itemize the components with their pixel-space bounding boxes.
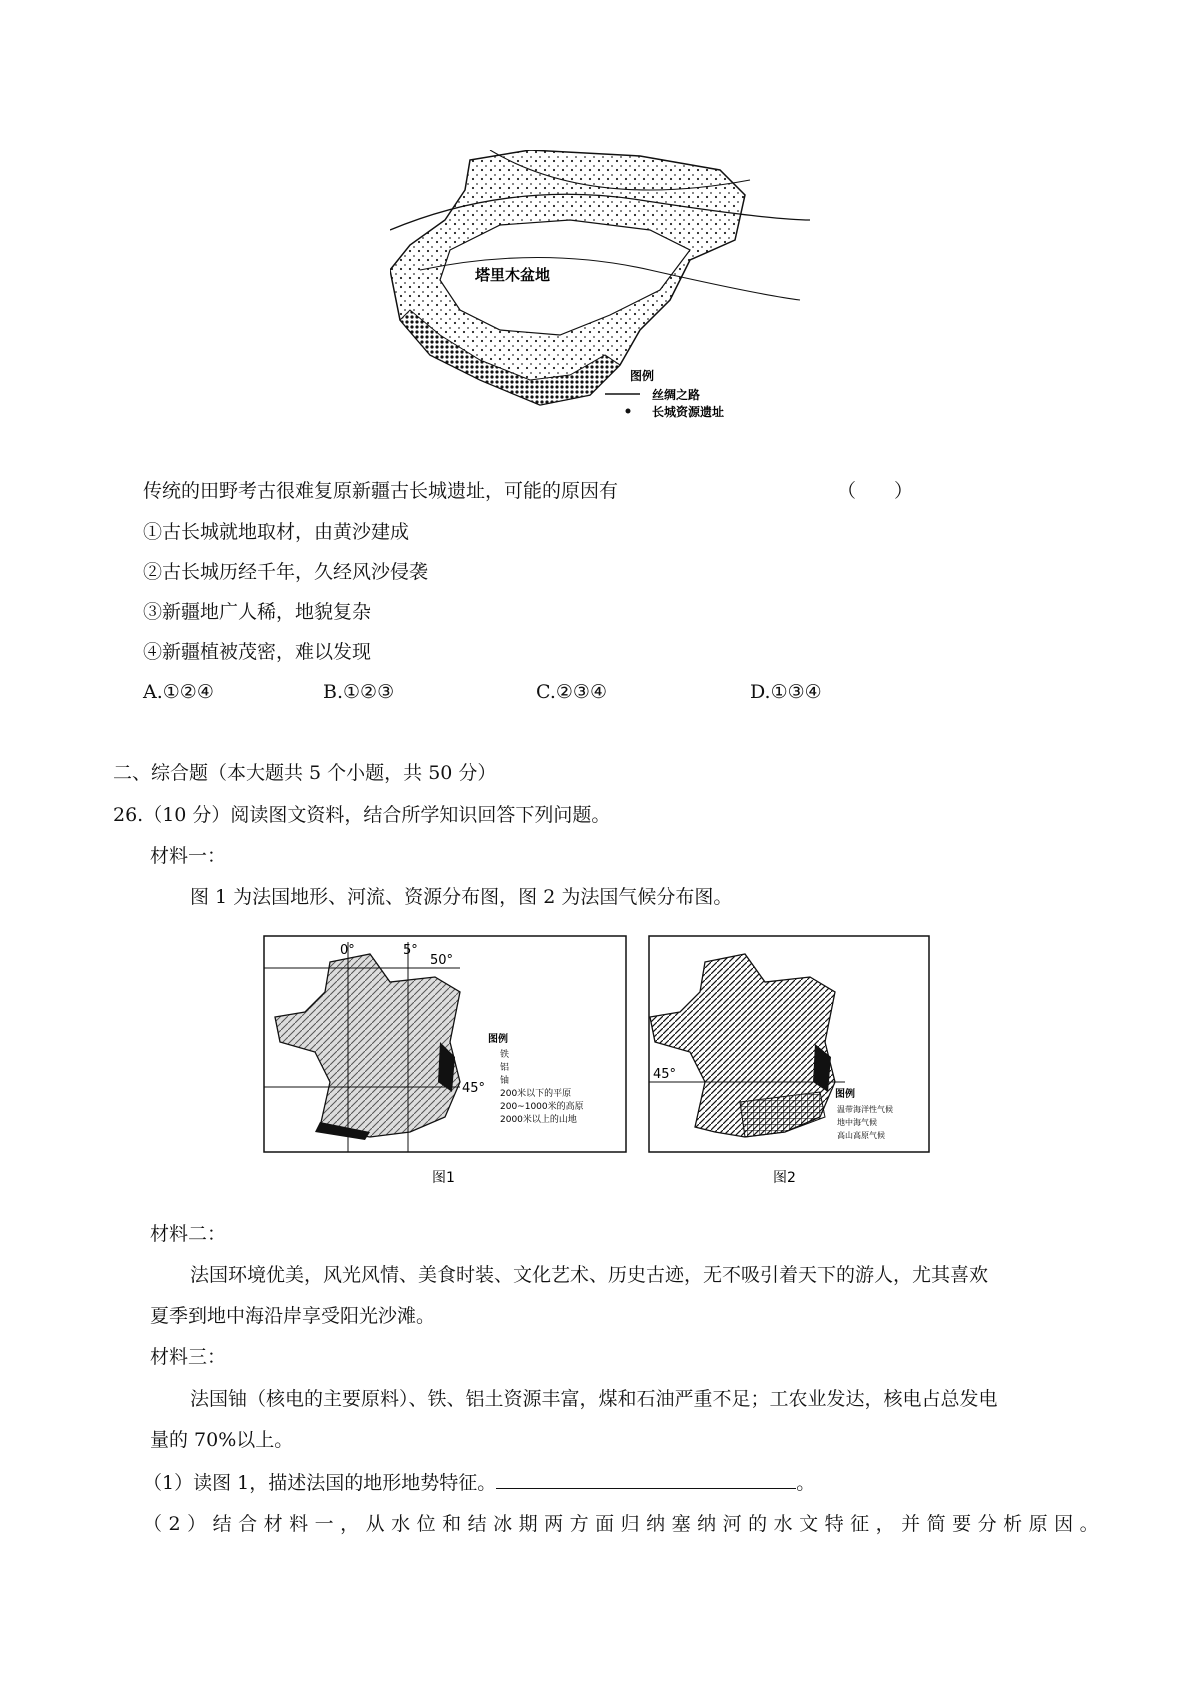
option-b: B.①②③ (323, 681, 395, 703)
fig2-legend-item: 地中海气候 (837, 1118, 877, 1127)
option-a: A.①②④ (143, 681, 214, 703)
legend-title: 图例 (630, 369, 655, 383)
figure-2-caption: 图2 (773, 1170, 796, 1186)
lon-label-0: 0° (340, 943, 355, 958)
material-2-text-line1: 法国环境优美，风光风情、美食时装、文化艺术、历史古迹，无不吸引着天下的游人，尤其喜欢 (190, 1264, 989, 1286)
option-c: C.②③④ (536, 681, 607, 703)
sub-question-1 (143, 1470, 815, 1495)
lat-label-50: 50° (430, 953, 454, 968)
fig1-legend-item: 铝 (500, 1063, 510, 1073)
material-1-label: 材料一： (150, 845, 227, 867)
fig2-legend-item: 高山高原气候 (837, 1131, 885, 1140)
statement-2: ②古长城历经千年，久经风沙侵袭 (143, 561, 429, 583)
option-d: D.①③④ (750, 681, 822, 703)
material-2-text-line2: 夏季到地中海沿岸享受阳光沙滩。 (150, 1305, 436, 1327)
figure-1-caption: 图1 (432, 1170, 455, 1186)
question-26-stem: 26.（10 分）阅读图文资料，结合所学知识回答下列问题。 (113, 804, 611, 826)
material-2-label: 材料二： (150, 1223, 227, 1245)
answer-bracket: （ ） (837, 480, 914, 502)
fig1-legend-item: 铀 (500, 1076, 510, 1086)
tarim-map (390, 150, 810, 460)
lat-label-45: 45° (462, 1081, 486, 1096)
fig1-legend-item: 2000米以上的山地 (500, 1115, 577, 1125)
figure-2-climate-map (645, 932, 935, 1197)
fig2-legend-title: 图例 (835, 1089, 855, 1100)
material-3-text-line1: 法国铀（核电的主要原料）、铁、铝土资源丰富，煤和石油严重不足；工农业发达，核电占总发电 (190, 1388, 998, 1410)
figure-1-terrain-map (260, 932, 630, 1197)
legend-silk-road: 丝绸之路 (652, 388, 701, 402)
france-outline (275, 954, 460, 1137)
answer-blank[interactable] (496, 1470, 796, 1489)
statement-1: ①古长城就地取材，由黄沙建成 (143, 521, 410, 543)
fig2-legend-item: 温带海洋性气候 (837, 1105, 893, 1114)
sub-question-1-end: 。 (796, 1472, 816, 1494)
sub-question-2: （2）结合材料一，从水位和结冰期两方面归纳塞纳河的水文特征，并简要分析原因。 (143, 1513, 1106, 1535)
basin-label: 塔里木盆地 (475, 266, 551, 284)
fig1-legend-item: 铁 (500, 1050, 510, 1060)
material-1-text: 图 1 为法国地形、河流、资源分布图，图 2 为法国气候分布图。 (190, 886, 733, 908)
lat-label-45: 45° (653, 1067, 677, 1082)
legend-dot-symbol (626, 409, 631, 414)
sub-question-1-text: （1）读图 1，描述法国的地形地势特征。 (143, 1472, 497, 1494)
fig1-legend-item: 200米以下的平原 (500, 1089, 572, 1099)
section-heading: 二、综合题（本大题共 5 个小题，共 50 分） (113, 762, 497, 784)
material-3-label: 材料三： (150, 1346, 227, 1368)
statement-4: ④新疆植被茂密，难以发现 (143, 641, 372, 663)
fig1-legend-item: 200~1000米的高原 (500, 1102, 584, 1112)
question-stem: 传统的田野考古很难复原新疆古长城遗址，可能的原因有 (143, 480, 619, 502)
statement-3: ③新疆地广人稀，地貌复杂 (143, 601, 372, 623)
material-3-text-line2: 量的 70%以上。 (150, 1429, 294, 1451)
lon-label-5: 5° (403, 943, 418, 958)
legend-wall-site: 长城资源遗址 (652, 405, 725, 419)
fig1-legend-title: 图例 (488, 1034, 508, 1045)
